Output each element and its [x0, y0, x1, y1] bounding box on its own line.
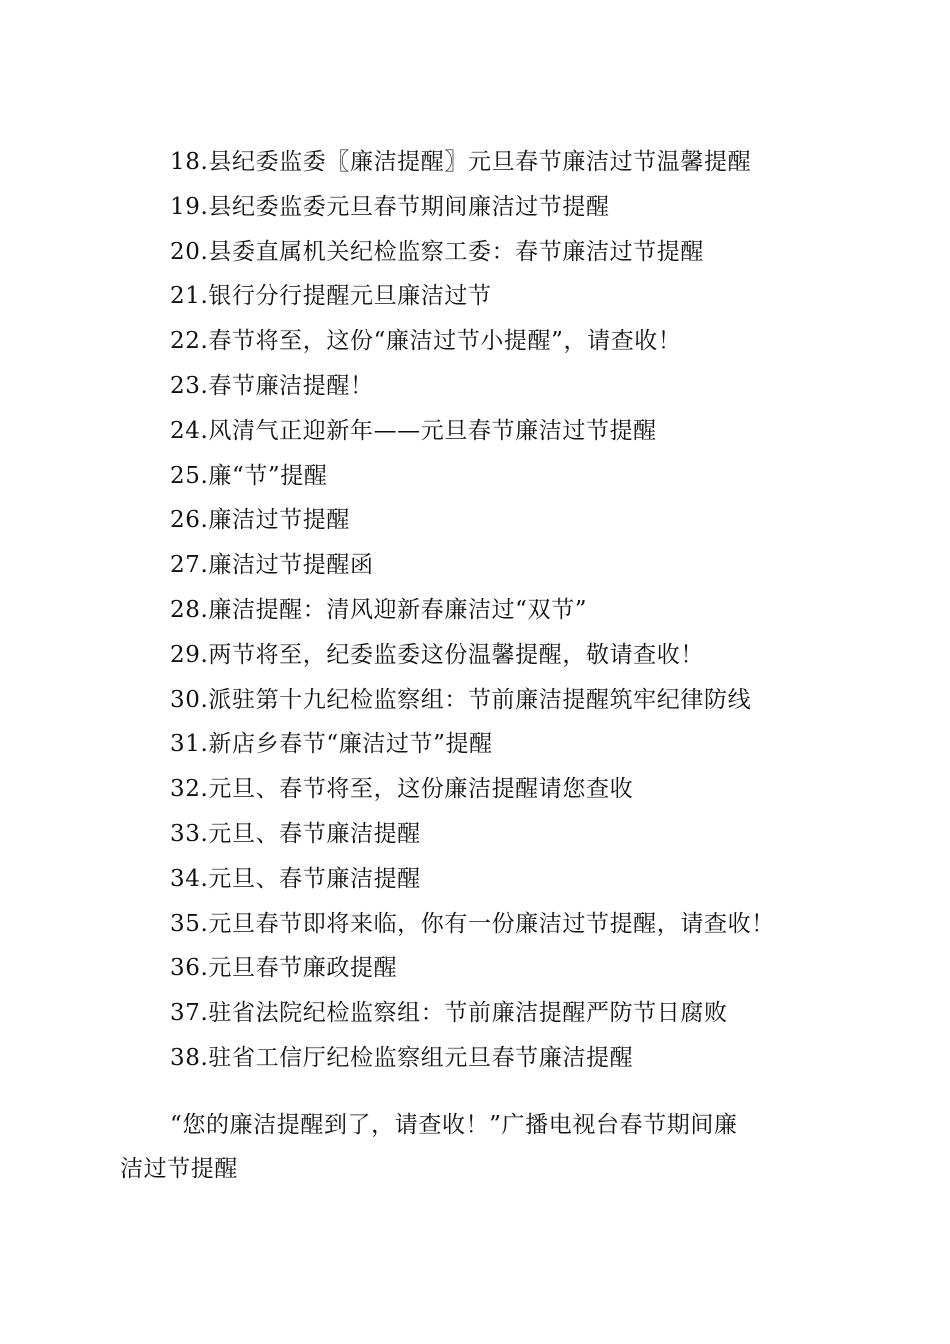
list-item: 19.县纪委监委元旦春节期间廉洁过节提醒 [170, 193, 610, 220]
list-item: 35.元旦春节即将来临，你有一份廉洁过节提醒，请查收！ [170, 910, 775, 937]
reminder-title-list [170, 140, 870, 1081]
list-item: 26.廉洁过节提醒 [170, 507, 350, 534]
list-item: 38.驻省工信厅纪检监察组元旦春节廉洁提醒 [170, 1044, 634, 1071]
closing-line-1: “您的廉洁提醒到了，请查收！”广播电视台春节期间廉 [170, 1112, 738, 1138]
list-item: 23.春节廉洁提醒！ [170, 372, 374, 399]
list-item: 36.元旦春节廉政提醒 [170, 955, 398, 982]
list-item: 37.驻省法院纪检监察组：节前廉洁提醒严防节日腐败 [170, 1000, 728, 1027]
list-item: 24.风清气正迎新年——元旦春节廉洁过节提醒 [170, 417, 657, 444]
list-item: 27.廉洁过节提醒函 [170, 552, 374, 579]
list-item: 29.两节将至，纪委监委这份温馨提醒，敬请查收！ [170, 641, 704, 668]
list-item: 25.廉“节”提醒 [170, 462, 328, 489]
list-item: 31.新店乡春节“廉洁过节”提醒 [170, 731, 493, 758]
closing-line-2: 洁过节提醒 [120, 1156, 238, 1182]
list-item: 32.元旦、春节将至，这份廉洁提醒请您查收 [170, 776, 634, 803]
list-item: 34.元旦、春节廉洁提醒 [170, 865, 421, 892]
list-item: 22.春节将至，这份“廉洁过节小提醒”，请查收！ [170, 328, 682, 355]
list-item: 33.元旦、春节廉洁提醒 [170, 820, 421, 847]
list-item: 28.廉洁提醒：清风迎新春廉洁过“双节” [170, 596, 588, 623]
list-item: 21.银行分行提醒元旦廉洁过节 [170, 283, 492, 310]
list-item: 20.县委直属机关纪检监察工委：春节廉洁过节提醒 [170, 238, 704, 265]
closing-paragraph [120, 1103, 835, 1191]
list-item: 30.派驻第十九纪检监察组：节前廉洁提醒筑牢纪律防线 [170, 686, 752, 713]
list-item: 18.县纪委监委〖廉洁提醒〗元旦春节廉洁过节温馨提醒 [170, 149, 752, 175]
